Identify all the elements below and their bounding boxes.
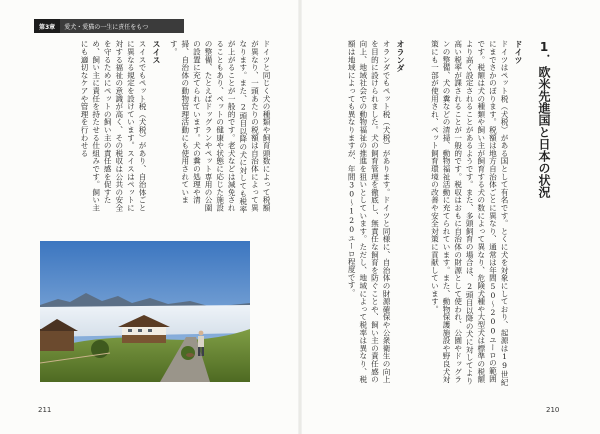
germany-text: ドイツはペット税（犬税）がある国として有名です。とくに犬を対象にしており、起源は19世紀にまでさかのぼります。税額は地方自治体ごとに異なり、通常は年間50～200ユーロの範囲です。税額は犬の種類や飼い主が飼育する犬の数によって異なり、危険犬種や大型犬は標準の税額より高く設定されることがあるようです。また、多頭飼育の場合は、2頭目以降の犬に対してより高い税率が課されることが一般的です。税収はおもに自治体の財源として使われ、公園やドッグランの整備、犬の糞などの清掃、動物福祉活動に充てられています。また、動物保護施設や野良犬対策にも一部が使用され、ペット飼育環境の改善や安全対策に貢献しています。: [430, 40, 509, 386]
left-continuation-text: ドイツと同じく犬の種類や飼育頭数によって税額が異なり、一頭あたりの税額は自治体によって異なります。また、2頭目以降の犬に対しても税率が上がることが一般的です。老犬などは減免されることもあり、ペットの健康や状態に応じた施設の整備、たとえばドッグランやペット専用の公園の設置に充てられています。犬の糞の処理や清掃、自治体の動物管理活動にも使用されています。: [169, 40, 271, 213]
subhead-switzerland: スイス: [152, 40, 161, 64]
subhead-germany: ドイツ: [514, 40, 523, 64]
netherlands-text: オランダでもペット税（犬税）があります。ドイツと同様に、自治体の財源確保や公衆衛生の向上を目的に設けられました。犬の飼育管理を徹底し、無責任な飼育を防ぐことや、飼い主の責任感の向上、地域社会での動物福祉の推進を狙いとしています。ただし、地域によって税率は異なり、税額は地域によっても異なりますが、年間30～120ユーロ程度です。: [347, 40, 391, 384]
section-title: 1．欧米先進国と日本の状況: [537, 40, 551, 198]
right-page-number: 210: [546, 406, 560, 414]
book-gutter: [298, 0, 302, 434]
left-page-number: 211: [38, 406, 52, 414]
chapter-badge: 第3章: [34, 19, 60, 33]
alpine-photo: [40, 241, 250, 382]
chapter-header: [34, 19, 184, 33]
chapter-title: 愛犬・愛猫の一生に責任をもつ: [64, 23, 149, 31]
alpine-landscape-image: [40, 241, 250, 382]
subhead-netherlands: オランダ: [396, 40, 405, 72]
switzerland-text: スイスでもペット税（犬税）があり、自治体ごとに異なる規定を設けています。スイスはペットに対する福祉の意識が高く、その税収は公共の安全を守るためにペットの飼い主の責任感を促すため、飼い主に責任を持たせる仕組みです。飼い主にも適切なケアや管理を行わせる: [80, 40, 147, 212]
